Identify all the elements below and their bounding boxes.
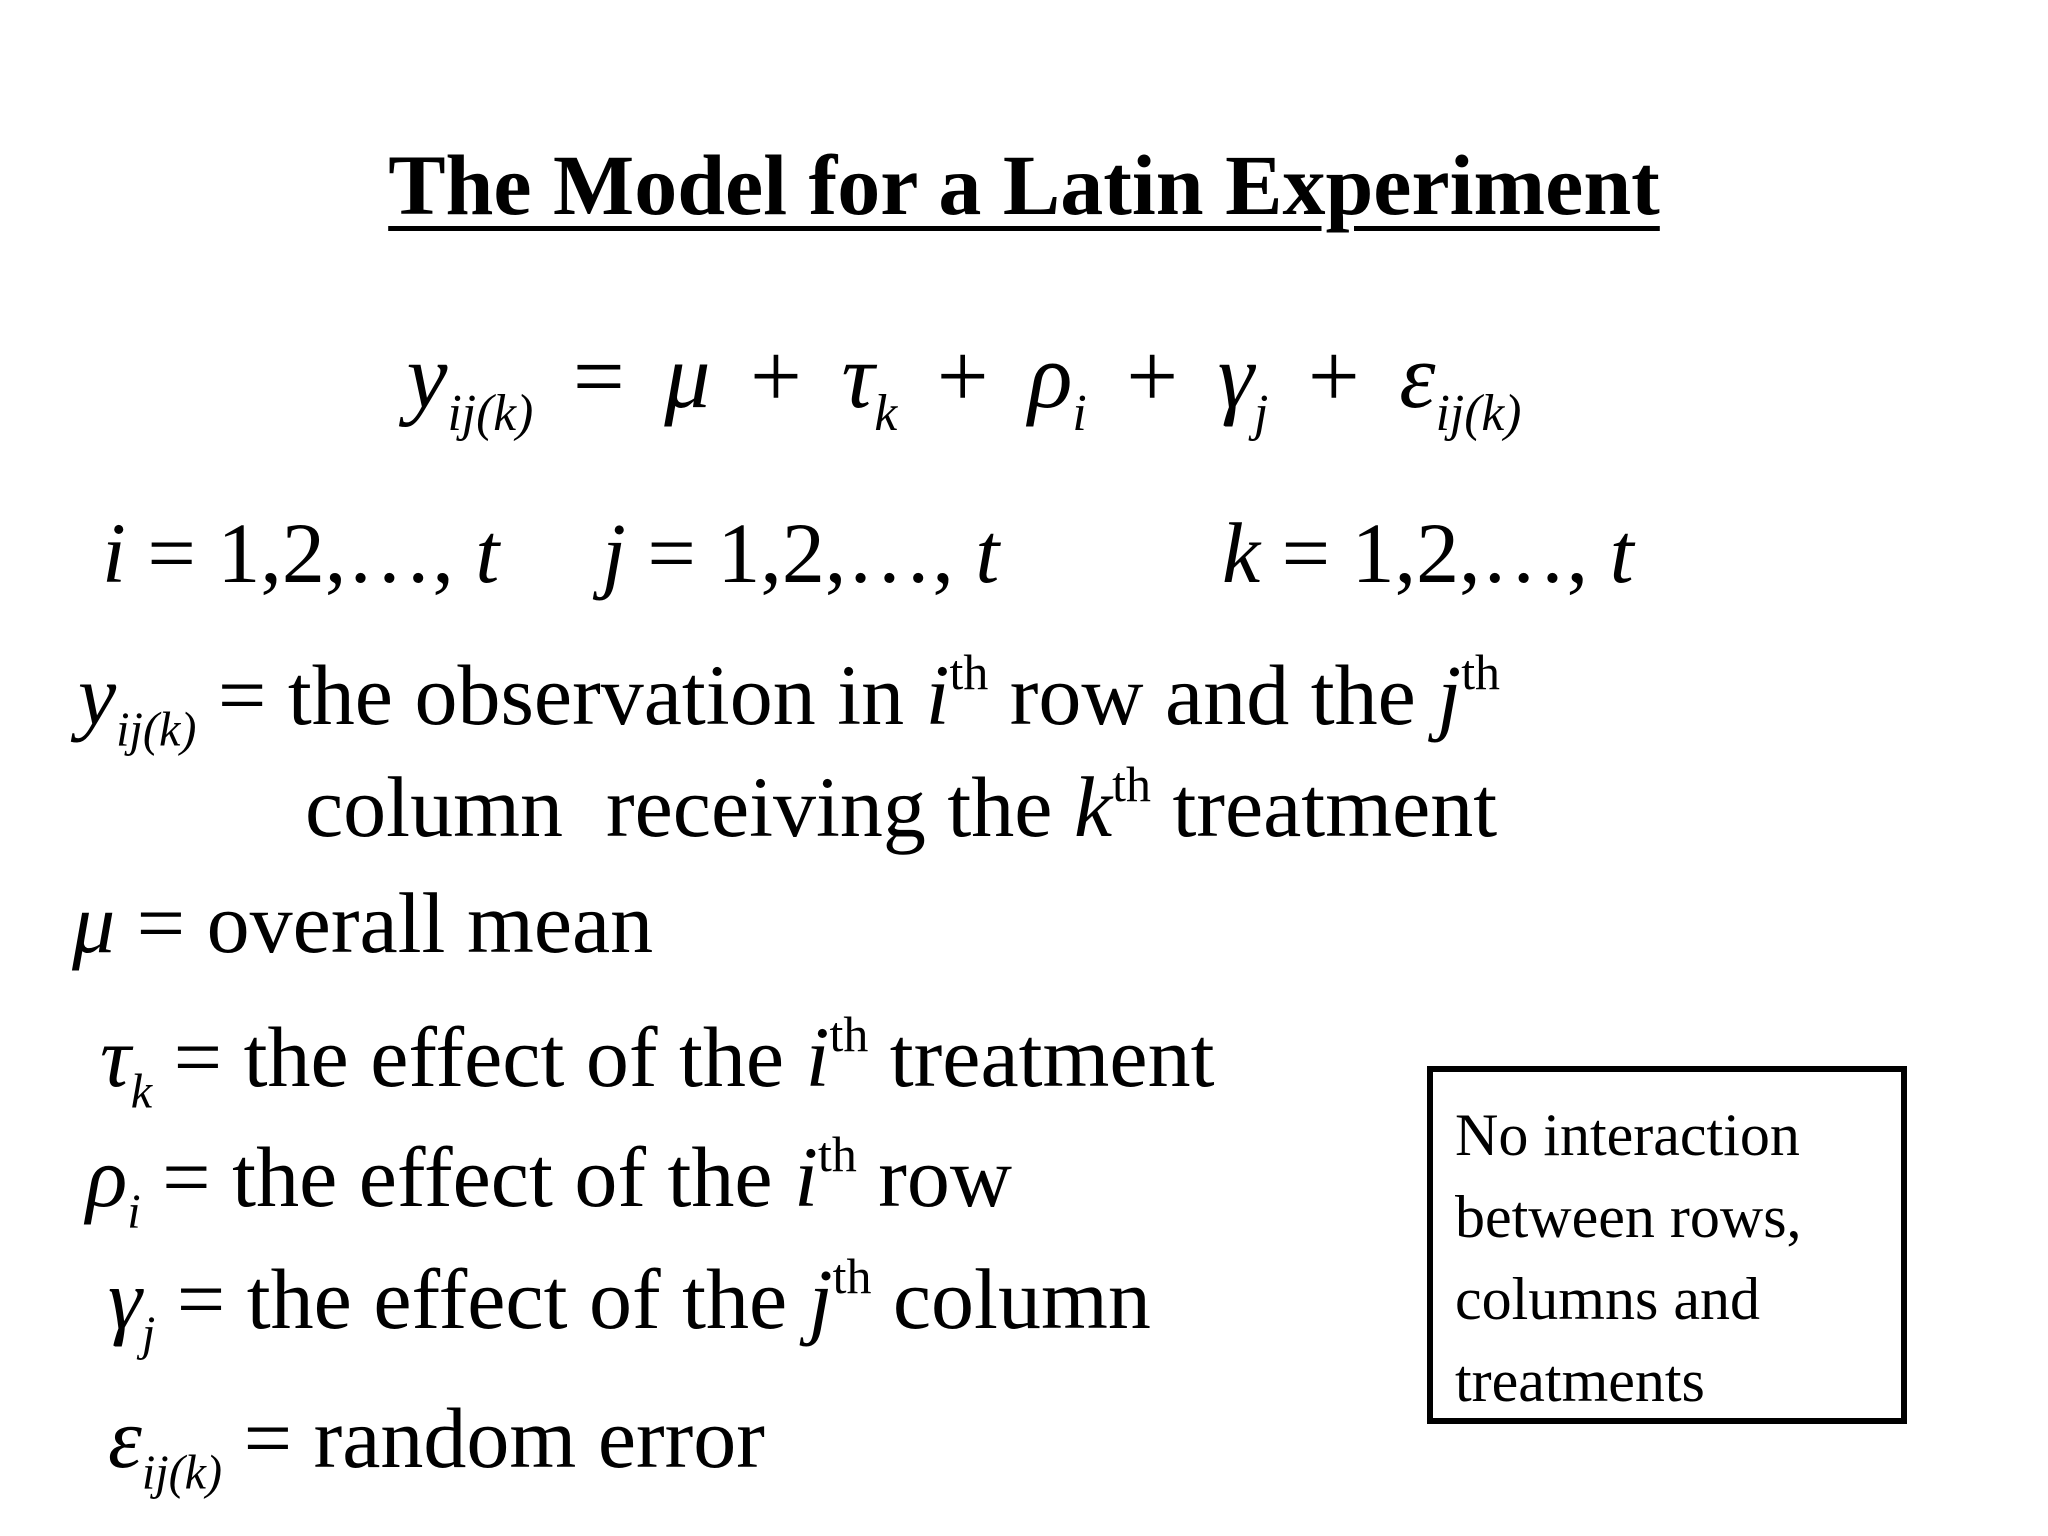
def-rho-symbol: ρ xyxy=(86,1128,128,1225)
eq-rho-sub: i xyxy=(1072,385,1087,443)
eq-gamma: γ xyxy=(1217,325,1254,427)
eq-equals: = xyxy=(572,325,625,427)
definition-gamma xyxy=(108,1249,1151,1361)
def-y-text-1: = the observation in xyxy=(196,646,926,743)
definition-y-line-1 xyxy=(78,645,1500,757)
note-line-1: No interaction xyxy=(1455,1102,1800,1168)
eq-y-sub: ij(k) xyxy=(447,385,534,443)
def-epsilon-symbol: ε xyxy=(108,1390,142,1486)
definition-mu xyxy=(72,875,654,971)
def-gamma-symbol: γ xyxy=(108,1250,142,1347)
def-gamma-sub: j xyxy=(141,1307,156,1361)
def-y-text-3: column receiving the xyxy=(305,758,1074,855)
eq-tau: τ xyxy=(841,325,875,427)
eq-plus-3: + xyxy=(1126,325,1179,427)
index-i-range: = 1,2,…, xyxy=(125,505,476,601)
def-rho-text: = the effect of the xyxy=(140,1128,795,1225)
def-epsilon-sub: ij(k) xyxy=(141,1446,223,1500)
def-tau-sub: k xyxy=(130,1065,153,1119)
def-y-k: k xyxy=(1073,758,1113,855)
index-j-var: j xyxy=(602,505,626,601)
def-tau-th: th xyxy=(829,1007,869,1062)
title-text: The Model for a Latin Experiment xyxy=(388,137,1660,233)
index-j-range: = 1,2,…, xyxy=(625,505,976,601)
eq-plus-1: + xyxy=(750,325,802,427)
eq-gamma-sub: j xyxy=(1253,385,1269,443)
note-line-2: between rows, xyxy=(1455,1184,1802,1250)
def-y-sub: ij(k) xyxy=(116,703,197,757)
note-line-4: treatments xyxy=(1455,1348,1705,1414)
index-i-end: t xyxy=(475,505,500,601)
definition-tau xyxy=(100,1007,1215,1119)
def-y-th-3: th xyxy=(1112,757,1151,812)
def-y-symbol: y xyxy=(78,646,117,743)
def-tau-var: i xyxy=(805,1008,830,1105)
def-y-j: j xyxy=(1437,646,1462,743)
eq-mu: μ xyxy=(664,325,711,427)
index-range-k xyxy=(1222,505,1634,601)
def-gamma-var: j xyxy=(808,1250,833,1347)
def-y-text-4: treatment xyxy=(1150,758,1498,855)
def-mu-text: = overall mean xyxy=(115,875,654,971)
page-title xyxy=(0,137,2048,233)
index-i-var: i xyxy=(102,505,126,601)
def-y-text-2: row and the xyxy=(988,646,1438,743)
def-gamma-text: = the effect of the xyxy=(155,1250,809,1347)
def-rho-th: th xyxy=(817,1127,857,1182)
definition-epsilon xyxy=(108,1390,765,1500)
definition-rho xyxy=(86,1127,1013,1239)
def-y-i: i xyxy=(925,646,950,743)
def-gamma-th: th xyxy=(832,1249,872,1304)
index-range-j xyxy=(602,505,1000,601)
def-y-th-1: th xyxy=(949,645,989,700)
def-tau-text: = the effect of the xyxy=(152,1008,806,1105)
eq-epsilon-sub: ij(k) xyxy=(1435,385,1522,443)
note-box xyxy=(1427,1066,1907,1424)
definition-y-line-2 xyxy=(305,757,1498,855)
index-range-i xyxy=(102,505,500,601)
def-rho-var: i xyxy=(794,1128,818,1225)
eq-epsilon: ε xyxy=(1399,325,1436,427)
eq-tau-sub: k xyxy=(874,385,898,443)
def-tau-symbol: τ xyxy=(100,1008,131,1105)
eq-plus-4: + xyxy=(1307,325,1360,427)
index-k-var: k xyxy=(1222,505,1261,601)
index-k-range: = 1,2,…, xyxy=(1260,505,1610,601)
index-j-end: t xyxy=(975,505,1000,601)
def-rho-rest: row xyxy=(856,1128,1013,1225)
index-k-end: t xyxy=(1609,505,1634,601)
def-mu-symbol: μ xyxy=(72,875,116,971)
def-tau-rest: treatment xyxy=(868,1008,1215,1105)
eq-plus-2: + xyxy=(936,325,989,427)
def-epsilon-text: = random error xyxy=(222,1390,765,1486)
eq-y: y xyxy=(406,325,448,427)
def-rho-sub: i xyxy=(127,1185,141,1239)
eq-rho: ρ xyxy=(1028,325,1073,427)
def-y-th-2: th xyxy=(1461,645,1500,700)
note-line-3: columns and xyxy=(1455,1266,1760,1332)
def-gamma-rest: column xyxy=(871,1250,1151,1347)
model-equation xyxy=(0,325,2048,443)
